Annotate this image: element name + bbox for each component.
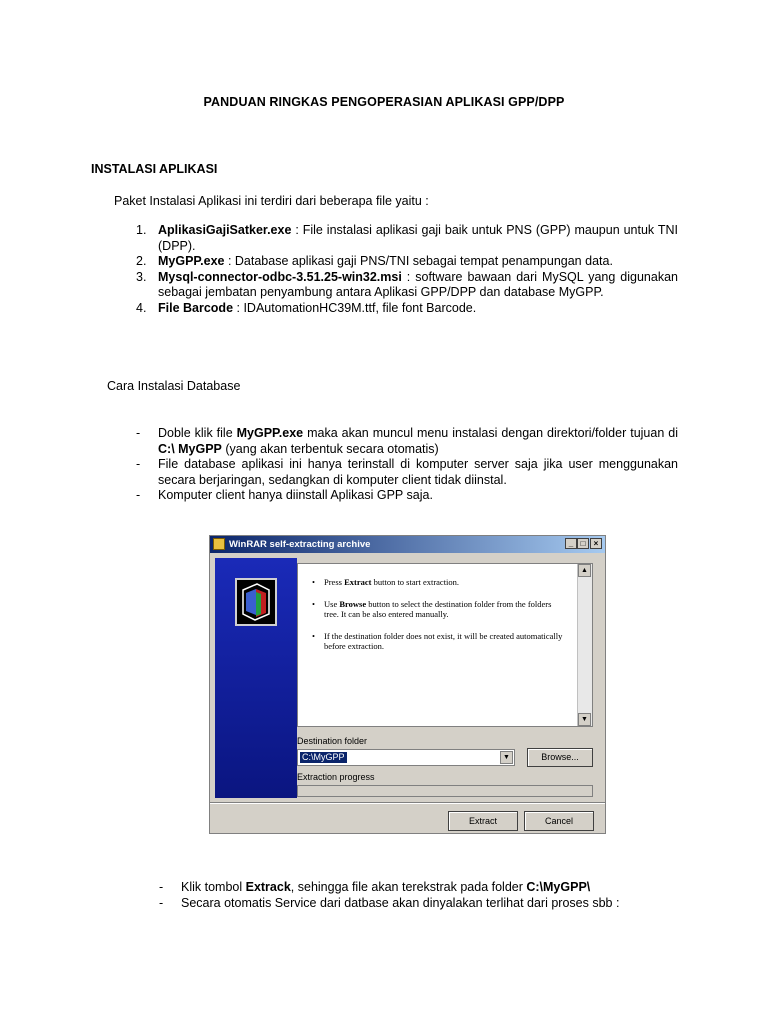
vertical-scrollbar[interactable]: [577, 564, 592, 726]
browse-button[interactable]: Browse...: [527, 748, 593, 767]
window-title: WinRAR self-extracting archive: [229, 539, 371, 550]
file-list: [136, 223, 678, 316]
chevron-down-icon[interactable]: ▼: [500, 751, 513, 764]
destination-folder-label: Destination folder: [297, 736, 368, 746]
list-item: - Klik tombol Extrack, sehingga file akan terekstrak pada folder C:\MyGPP\: [159, 880, 591, 894]
scroll-down-icon[interactable]: ▼: [578, 713, 591, 726]
list-item: - Komputer client hanya diinstall Aplikasi GPP saja.: [136, 488, 433, 502]
list-item: - File database aplikasi ini hanya terinstall di komputer server saja jika user menggunakan secara berjaringan, sedangkan di komputer client tidak diinstal.: [136, 457, 678, 487]
file-list-item: 3. Mysql-connector-odbc-3.51.25-win32.msi : software bawaan dari MySQL yang digunakan sebagai jembatan penyambung antara Aplikasi GPP/DPP dan database MyGPP.: [136, 269, 678, 299]
divider: [210, 802, 605, 804]
list-item: - Doble klik file MyGPP.exe maka akan muncul menu instalasi dengan direktori/folder tujuan di C:\ MyGPP (yang akan terbentuk secara otomatis): [136, 426, 678, 456]
section-heading: INSTALASI APLIKASI: [91, 162, 218, 176]
winrar-logo-icon: [235, 578, 277, 626]
file-list-item: 2. MyGPP.exe : Database aplikasi gaji PNS/TNI sebagai tempat penampungan data.: [136, 254, 613, 268]
winrar-icon: [213, 538, 225, 550]
intro-text: Paket Instalasi Aplikasi ini terdiri dari beberapa file yaitu :: [114, 194, 429, 208]
extract-steps: [159, 880, 678, 911]
extract-button[interactable]: Extract: [448, 811, 518, 831]
side-banner: [215, 558, 297, 798]
window-titlebar[interactable]: [210, 536, 605, 553]
document-title: PANDUAN RINGKAS PENGOPERASIAN APLIKASI GPP/DPP: [203, 95, 565, 109]
scroll-up-icon[interactable]: ▲: [578, 564, 591, 577]
info-item: • Press Extract button to start extraction.: [312, 577, 460, 587]
winrar-window: [209, 535, 606, 834]
file-list-item: 1. AplikasiGajiSatker.exe : File instalasi aplikasi gaji baik untuk PNS (GPP) maupun untuk TNI (DPP).: [136, 223, 678, 253]
minimize-button[interactable]: _: [565, 538, 577, 549]
info-item: • If the destination folder does not exist, it will be created automatically before extraction.: [312, 631, 563, 651]
extraction-progress-bar: [297, 785, 593, 797]
maximize-button[interactable]: □: [577, 538, 589, 549]
close-button[interactable]: ×: [590, 538, 602, 549]
info-text-box[interactable]: [297, 563, 593, 727]
list-item: - Secara otomatis Service dari datbase akan dinyalakan terlihat dari proses sbb :: [159, 895, 620, 910]
install-steps: [136, 426, 678, 504]
cancel-button[interactable]: Cancel: [524, 811, 594, 831]
file-list-item: 4. File Barcode : IDAutomationHC39M.ttf, file font Barcode.: [136, 300, 477, 315]
info-item: • Use Browse button to select the destination folder from the folders tree. It can be also entered manually.: [312, 599, 552, 619]
extraction-progress-label: Extraction progress: [297, 772, 375, 782]
destination-folder-input[interactable]: C:\MyGPP ▼: [297, 749, 515, 766]
subheading: Cara Instalasi Database: [107, 379, 241, 393]
